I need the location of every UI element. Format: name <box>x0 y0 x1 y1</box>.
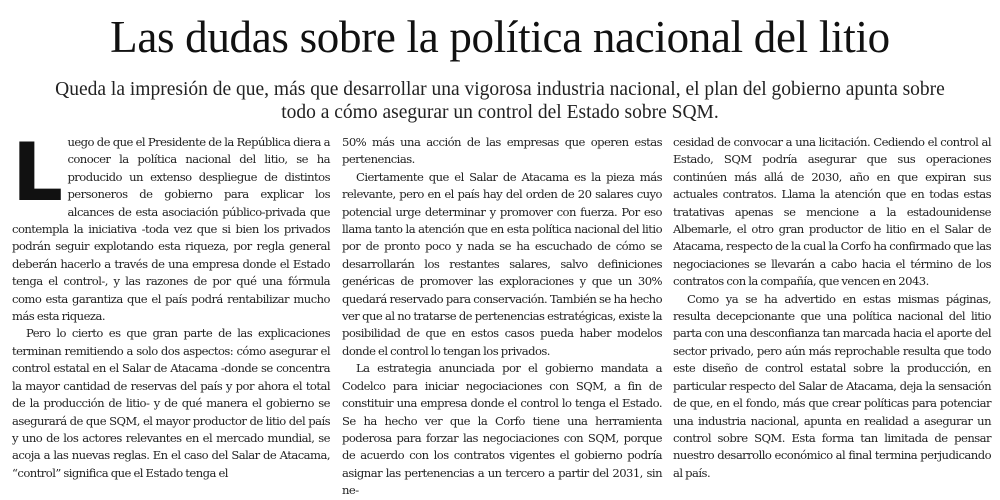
article-headline: Las dudas sobre la política nacional del litio <box>110 12 890 62</box>
article-column-1 <box>12 126 330 482</box>
article-deck: Queda la impresión de que, más que desarrollar una vigorosa industria nacional, el plan del gobierno apunta sobre todo a cómo asegurar un control del Estado sobre SQM. <box>55 79 945 123</box>
paragraph-4-continued: cesidad de convocar a una licitación. Cediendo el control al Estado, SQM podría asegurar que sus operaciones continúen más allá de 2030, año en que expiran sus actuales contratos. Llama la atención que en todas estas tratativas apenas se mencione a la estadounidense Albemarle, el otro gran productor de litio en el Salar de Atacama, respecto de la cual la Corfo ha confirmado que las negociaciones se llevarán a cabo hacia el término de los contratos con la compañía, que vencen en 2043. <box>673 135 991 289</box>
paragraph-1: uego de que el Presidente de la República diera a conocer la política nacional del litio, se ha producido un extenso despliegue de distintos personeros de gobierno para explicar los alcances de esta asociación público-privada que contempla la iniciativa -toda vez que si bien los privados podrán seguir explotando esta riqueza, por regla general deberán hacerlo a través de una empresa donde el Estado tenga el control-, y las razones de por qué una fórmula como esta garantiza que el país podrá rentabilizar mucho más esta riqueza. <box>12 135 330 324</box>
article-column-3 <box>673 134 991 482</box>
paragraph-3: Ciertamente que el Salar de Atacama es la pieza más relevante, pero en el país hay del orden de 20 salares cuyo potencial urge determinar y promover con fuerza. Por eso llama tanto la atención que en esta política nacional del litio por de pronto poco y nada se ha escuchado de cómo se desarrollarán los restantes salares, salvo definiciones genéricas de promover las exploraciones y que un 30% quedará reservado para conservación. También se ha hecho ver que al no tratarse de pertenencias estratégicas, existe la posibilidad de que en estos casos pueda haber modelos donde el control lo tengan los privados. <box>342 169 662 358</box>
paragraph-5: Como ya se ha advertido en estas mismas páginas, resulta decepcionante que una política nacional del litio parta con una desconfianza tan marcada hacia el aporte del sector privado, pero aún más reprochable resulta que todo este diseño de control estatal sobre la producción, en particular respecto del Salar de Atacama, deja la sensación de que, en el fondo, más que crear políticas para potenciar una industria nacional, apunta en realidad a asegurar un control sobre SQM. Esta forma tan limitada de pensar nuestro desarrollo económico al final termina perjudicando al país. <box>673 291 991 480</box>
paragraph-2-continued: 50% más una acción de las empresas que operen estas pertenencias. <box>342 135 662 167</box>
paragraph-2: Pero lo cierto es que gran parte de las explicaciones terminan remitiendo a solo dos aspectos: cómo asegurar el control estatal en el Salar de Atacama -donde se concentra la mayor cantidad de reservas del país y por ahora el total de la producción de litio- y de qué manera el gobierno se asegurará de que SQM, el mayor productor de litio del país y uno de los actores relevantes en el mercado mundial, se acoja a las nuevas reglas. En el caso del Salar de Atacama, “control” significa que el Estado tenga el <box>12 326 330 480</box>
drop-cap: L <box>12 126 63 219</box>
article-column-2 <box>342 134 662 500</box>
paragraph-4: La estrategia anunciada por el gobierno mandata a Codelco para iniciar negociaciones con SQM, a fin de constituir una empresa donde el control lo tenga el Estado. Se ha hecho ver que la Corfo tiene una herramienta poderosa para forzar las negociaciones con SQM, porque de acuerdo con los contratos vigentes el gobierno podría asignar las pertenencias a un tercero a partir del 2031, sin ne- <box>342 361 662 498</box>
